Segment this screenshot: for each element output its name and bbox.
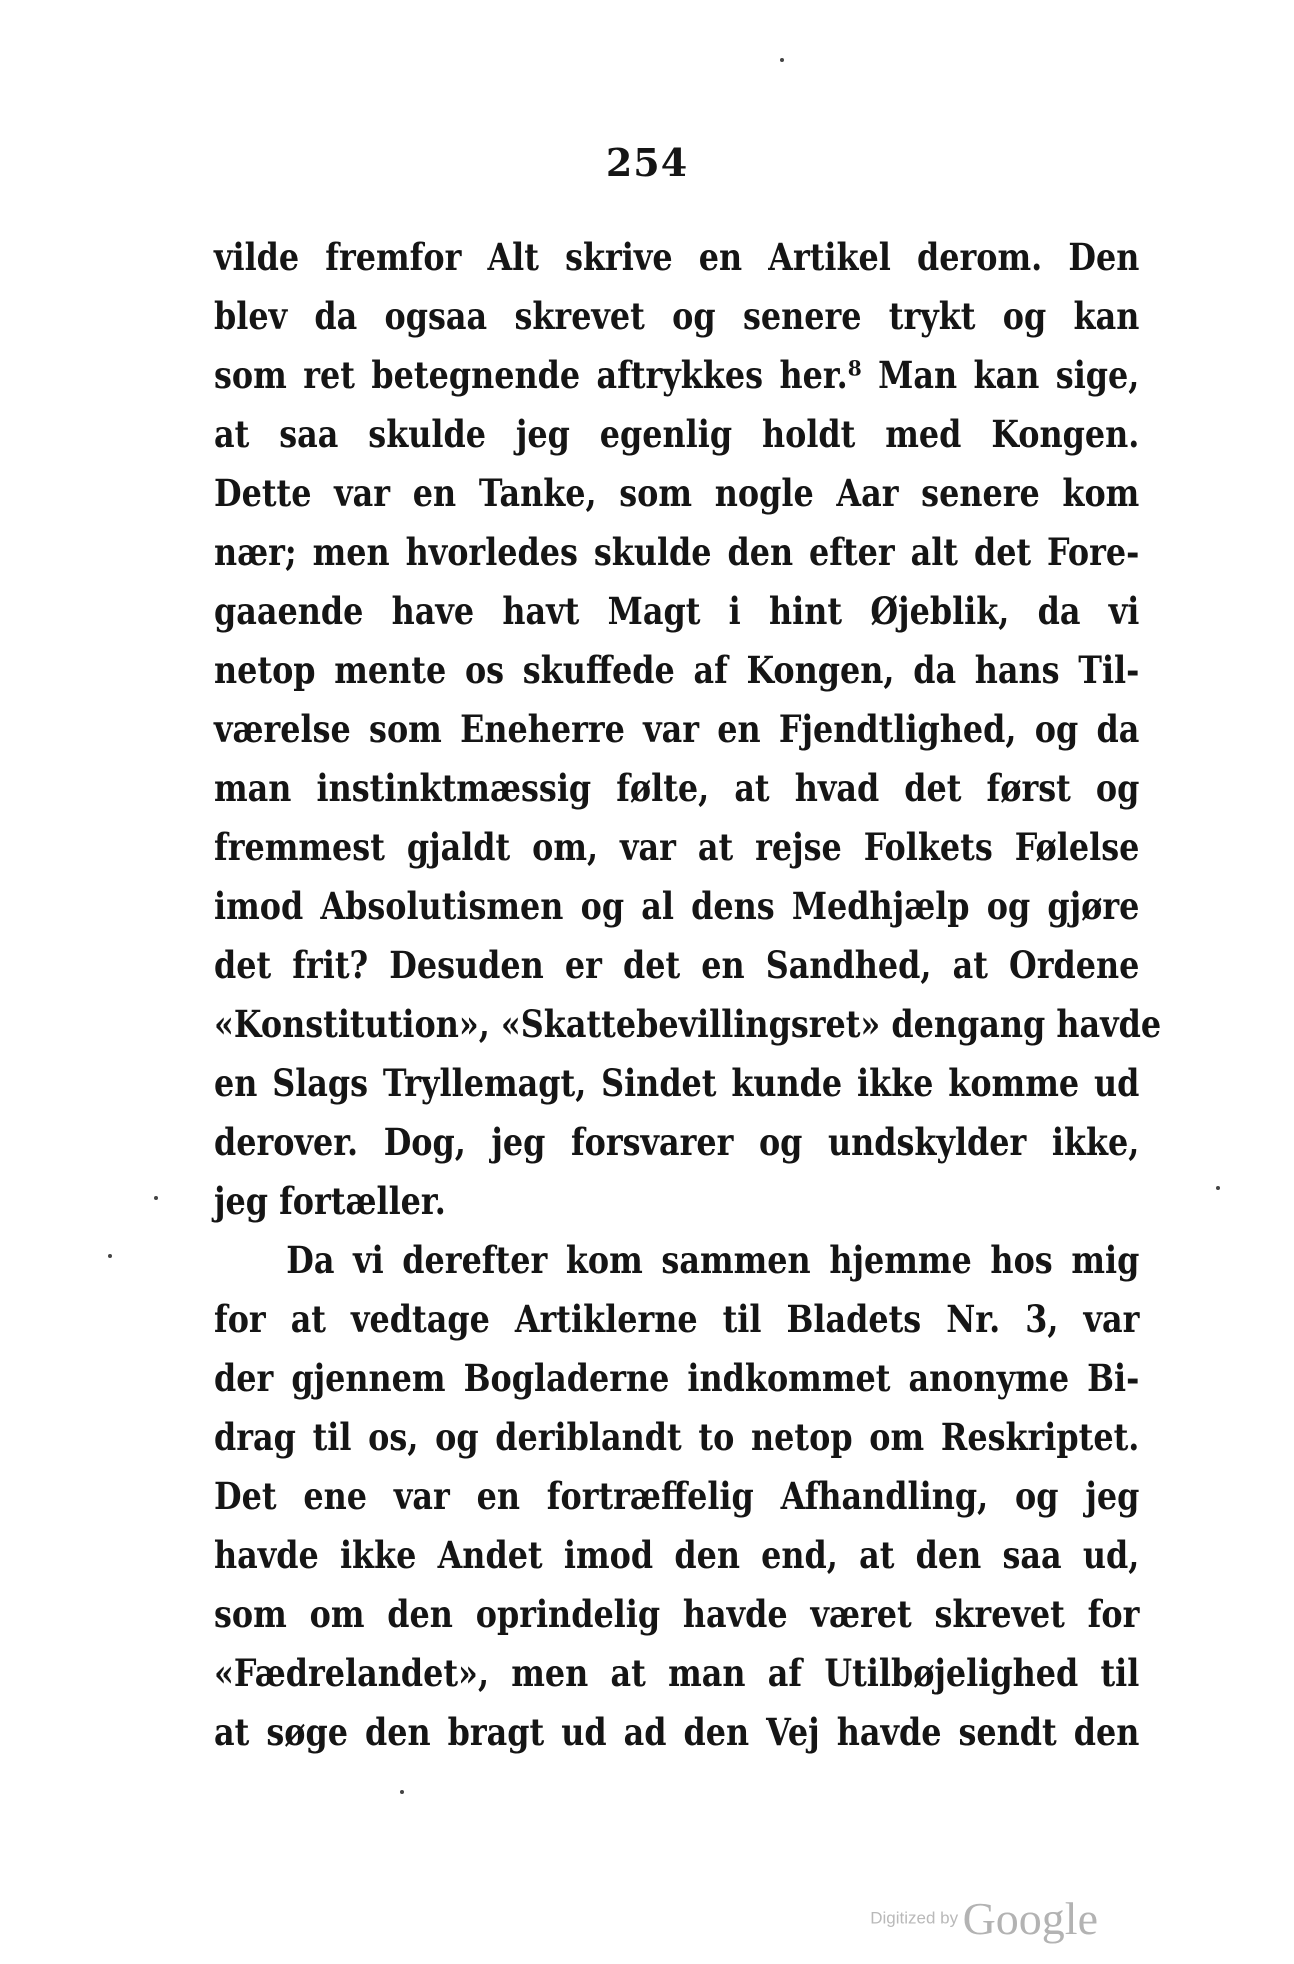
digitized-watermark [870,1892,1098,1945]
text-line: en Slags Tryllemagt, Sindet kunde ikke komme ud [214,1061,1140,1105]
text-line: drag til os, og deriblandt to netop om Reskriptet. [214,1415,1140,1459]
text-line: værelse som Eneherre var en Fjendtlighed, og da [214,707,1140,751]
text-line: jeg fortæller. [214,1179,446,1223]
text-line: det frit? Desuden er det en Sandhed, at Ordene [214,943,1140,987]
scan-speck [400,1790,404,1794]
text-line: at søge den bragt ud ad den Vej havde sendt den [214,1710,1140,1754]
text-line: vilde fremfor Alt skrive en Artikel derom. Den [214,235,1140,279]
text-line: fremmest gjaldt om, var at rejse Folkets Følelse [214,825,1140,869]
page-number: 254 [605,140,689,185]
scan-speck [108,1254,112,1258]
text-line: som om den oprindelig havde været skrevet for [214,1592,1140,1636]
text-line: Det ene var en fortræffelig Afhandling, og jeg [214,1474,1140,1518]
watermark-prefix: Digitized by [870,1908,959,1928]
text-line: «Konstitution», «Skattebevillingsret» dengang havde [214,1002,1162,1046]
text-line: derover. Dog, jeg forsvarer og undskylder ikke, [214,1120,1140,1164]
text-line: imod Absolutismen og al dens Medhjælp og gjøre [214,884,1140,928]
google-logo: Google [962,1893,1098,1944]
text-line: gaaende have havt Magt i hint Øjeblik, da vi [214,589,1140,633]
text-line: nær; men hvorledes skulde den efter alt det Fore- [214,530,1140,574]
text-line: som ret betegnende aftrykkes her.⁸ Man kan sige, [214,353,1140,397]
text-line: Dette var en Tanke, som nogle Aar senere kom [214,471,1140,515]
text-line: der gjennem Bogladerne indkommet anonyme Bi- [214,1356,1140,1400]
text-line: at saa skulde jeg egenlig holdt med Kongen. [214,412,1140,456]
text-line: «Fædrelandet», men at man af Utilbøjelighed til [214,1651,1140,1695]
scan-speck [780,58,784,62]
body-text [214,228,1162,1762]
text-line: Da vi derefter kom sammen hjemme hos mig [286,1238,1140,1282]
text-line: havde ikke Andet imod den end, at den saa ud, [214,1533,1140,1577]
scan-speck [154,1196,158,1200]
text-line: blev da ogsaa skrevet og senere trykt og kan [214,294,1140,338]
text-line: netop mente os skuffede af Kongen, da hans Til- [214,648,1140,692]
scan-speck [1216,1186,1220,1190]
text-line: man instinktmæssig følte, at hvad det først og [214,766,1140,810]
text-line: for at vedtage Artiklerne til Bladets Nr. 3, var [214,1297,1140,1341]
